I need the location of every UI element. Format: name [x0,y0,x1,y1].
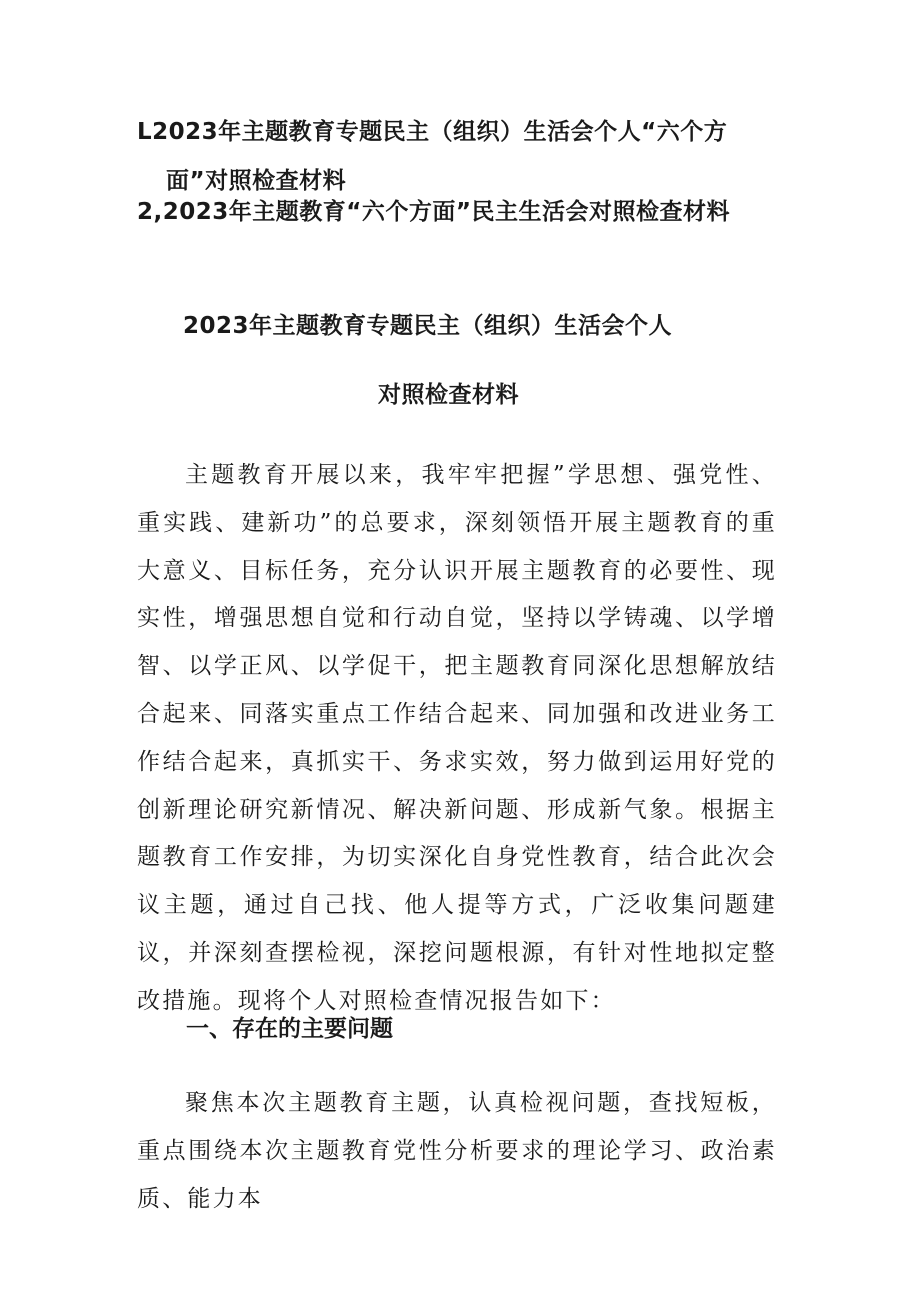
section-1-paragraph: 聚焦本次主题教育主题，认真检视问题，查找短板，重点围绕本次主题教育党性分析要求的理论学习、政治素质、能力本 [137,1090,777,1212]
toc-item-1-line-2: 面”对照检查材料 [166,168,347,194]
intro-paragraph: 主题教育开展以来，我牢牢把握”学思想、强党性、重实践、建新功”的总要求，深刻领悟开展主题教育的重大意义、目标任务，充分认识开展主题教育的必要性、现实性，增强思想自觉和行动自觉，坚持以学铸魂、以学增智、以学正风、以学促干，把主题教育同深化思想解放结合起来、同落实重点工作结合起来、同加强和改进业务工作结合起来，真抓实干、务求实效，努力做到运用好党的创新理论研究新情况、解决新问题、形成新气象。根据主题教育工作安排，为切实深化自身党性教育，结合此次会议主题，通过自己找、他人提等方式，广泛收集问题建议，并深刻查摆检视，深挖问题根源，有针对性地拟定整改措施。现将个人对照检查情况报告如下： [137,462,777,1014]
document-title-line-2: 对照检查材料 [378,382,519,408]
document-title-line-1: 2023年主题教育专题民主（组织）生活会个人 [183,313,673,339]
toc-item-1-line-1: L2023年主题教育专题民主（组织）生活会个人“六个方 [137,119,728,145]
toc-item-2: 2,2023年主题教育“六个方面”民主生活会对照检查材料 [137,199,730,225]
section-1-heading: 一、存在的主要问题 [186,1016,393,1042]
